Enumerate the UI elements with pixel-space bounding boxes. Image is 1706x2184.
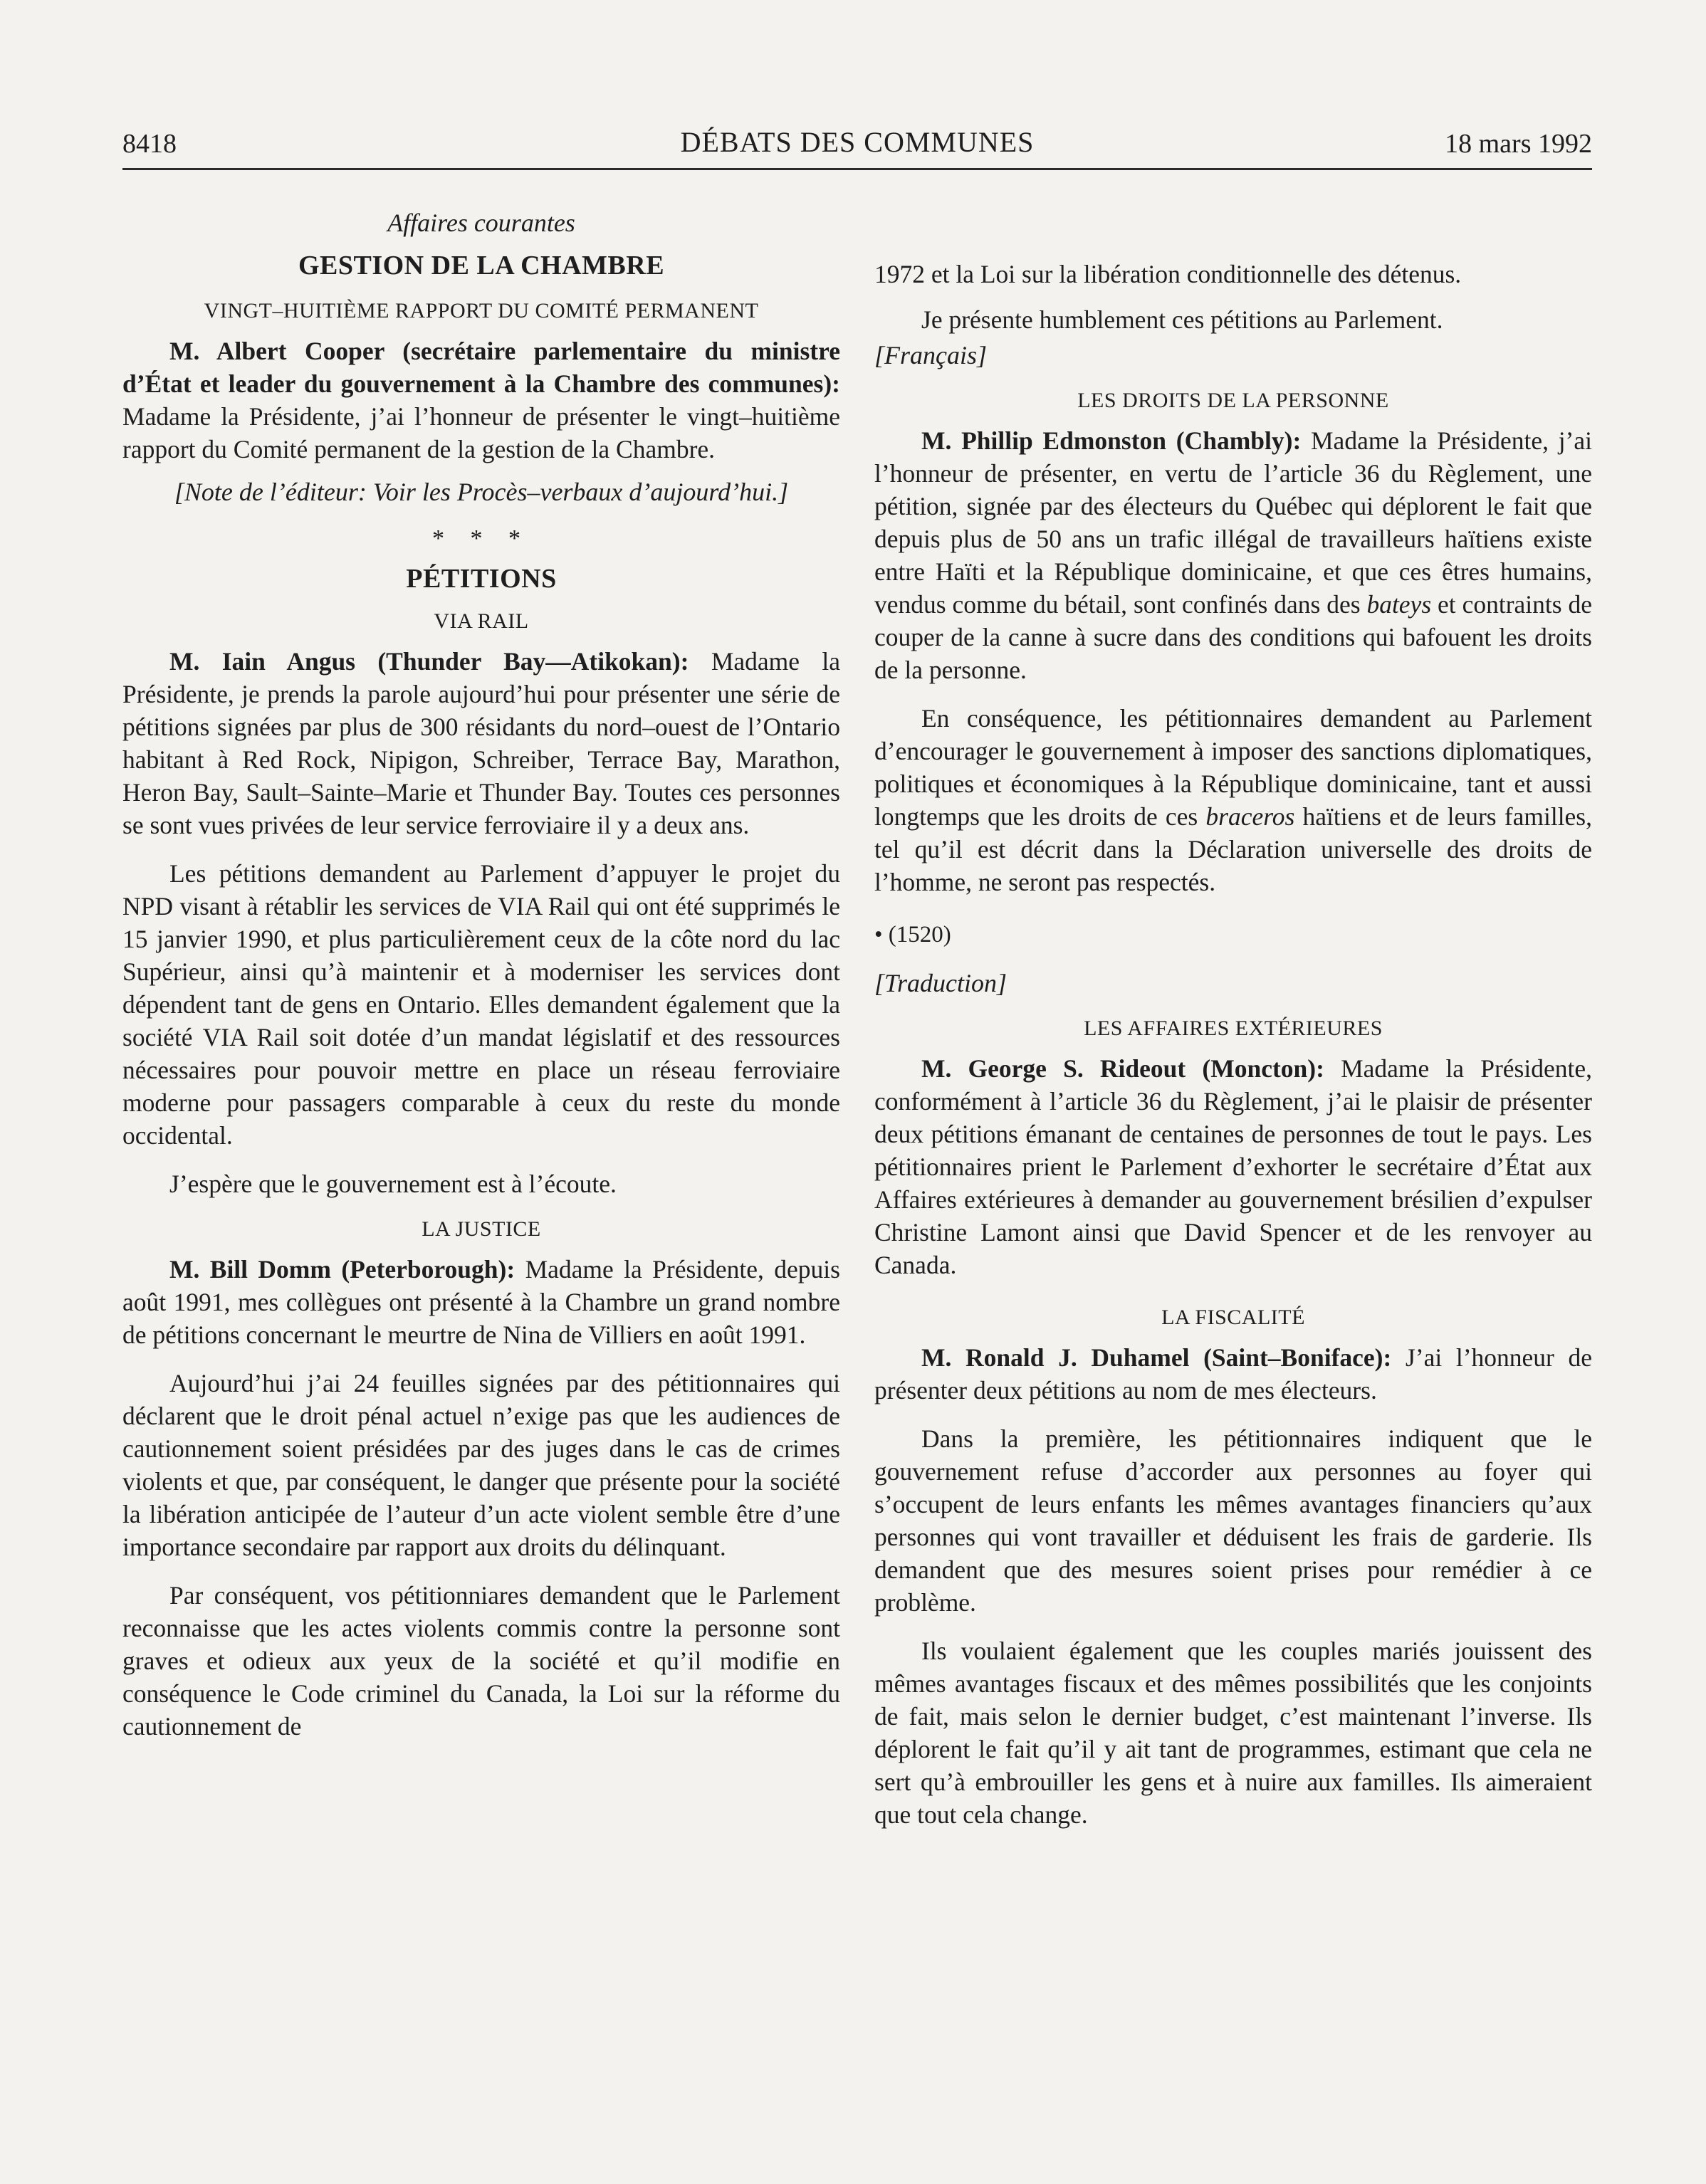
paragraph-angus bbox=[122, 645, 840, 841]
section-separator: * * * bbox=[432, 525, 530, 552]
paragraph-via-rail-3: J’espère que le gouvernement est à l’écoute. bbox=[169, 1170, 617, 1198]
paragraph-continued: 1972 et la Loi sur la libération conditionnelle des détenus. bbox=[874, 260, 1462, 288]
page-header bbox=[122, 125, 1592, 170]
publication-date: 18 mars 1992 bbox=[1445, 129, 1592, 159]
subheading-rapport: VINGT–HUITIÈME RAPPORT DU COMITÉ PERMANENT bbox=[204, 299, 759, 322]
speaker-edmonston: M. Phillip Edmonston (Chambly): bbox=[921, 426, 1302, 455]
paragraph-rideout bbox=[874, 1052, 1592, 1281]
subheading-via-rail: VIA RAIL bbox=[434, 609, 529, 633]
heading-petitions: PÉTITIONS bbox=[406, 564, 557, 594]
text-edmonston-ital: bateys bbox=[1366, 590, 1432, 619]
paragraph-edmonston bbox=[874, 424, 1592, 686]
paragraph-justice-3: Par conséquent, vos pétitionniares demandent que le Parlement reconnaisse que les actes violents commis contre la personne sont graves et odieux aux yeux de la société et qu’il modifie en conséquence le Code criminel du Canada, la Loi sur la réforme du cautionnement de bbox=[122, 1581, 840, 1741]
text-edmonston-b: et contraints de couper de la canne à sucre dans des conditions qui bafouent les droits de la personne. bbox=[874, 590, 1592, 684]
paragraph-justice-2: Aujourd’hui j’ai 24 feuilles signées par des pétitionnaires qui déclarent que le droit pénal actuel n’exige pas que les audiences de cautionnement soient présidées par des juges dans le cas de crimes violents et que, par conséquent, le danger que présente pour la société la libération anticipée de l’auteur d’un acte violent semble être d’une importance secondaire par rapport aux droits du délinquant. bbox=[122, 1369, 840, 1561]
language-traduction: [Traduction] bbox=[874, 969, 1008, 997]
left-column bbox=[122, 199, 840, 1743]
text-droits-ital: braceros bbox=[1205, 802, 1295, 831]
paragraph-via-rail-2: Les pétitions demandent au Parlement d’appuyer le projet du NPD visant à rétablir les services de VIA Rail qui ont été supprimés le 15 janvier 1990, et plus particulièrement ceux de la côte nord du lac Supérieur, ainsi qu’à maintenir et à moderniser les services dont dépendent tant de gens en Ontario. Elles demandent également que la société VIA Rail soit dotée d’un mandat législatif et des ressources nécessaires pour pouvoir mettre en place un réseau ferroviaire moderne pour passagers comparable à ceux du reste du monde occidental. bbox=[122, 859, 840, 1150]
right-column bbox=[874, 199, 1592, 1831]
page-number: 8418 bbox=[122, 129, 177, 159]
paragraph-domm bbox=[122, 1253, 840, 1351]
paragraph-fiscalite-2: Dans la première, les pétitionnaires indiquent que le gouvernement refuse d’accorder aux personnes au foyer qui s’occupent de leurs enfants les mêmes avantages financiers qu’aux personnes qui vont travailler et déduisent les frais de garderie. Ils demandent que des mesures soient prises pour remédier à ce problème. bbox=[874, 1424, 1592, 1617]
text-droits-b: haïtiens et de leurs familles, tel qu’il est décrit dans la Déclaration universelle des droits de l’homme, ne seront pas respectés. bbox=[874, 802, 1592, 896]
paragraph-droits-2 bbox=[874, 702, 1592, 898]
text-rideout: Madame la Présidente, conformément à l’article 36 du Règlement, j’ai le plaisir de présenter deux pétitions émanant de centaines de personnes de tout le pays. Les pétitionnaires prient le Parlement d’exhorter le secrétaire d’État aux Affaires extérieures à demander au gouvernement brésilien d’expulser Christine Lamont ainsi que David Spencer et de les renvoyer au Canada. bbox=[874, 1054, 1592, 1279]
subheading-justice: LA JUSTICE bbox=[422, 1217, 541, 1241]
subheading-fiscalite: LA FISCALITÉ bbox=[1161, 1306, 1305, 1329]
speaker-domm: M. Bill Domm (Peterborough): bbox=[169, 1255, 516, 1283]
text-duhamel: J’ai l’honneur de présenter deux pétitions au nom de mes électeurs. bbox=[874, 1343, 1592, 1405]
paragraph-fiscalite-3: Ils voulaient également que les couples mariés jouissent des mêmes avantages fiscaux et des mêmes possibilités que les conjoints de fait, mais selon le dernier budget, c’est maintenant l’inverse. Ils déplorent le fait qu’il y ait tant de programmes, estimant que cela ne sert qu’à embrouiller les gens et à nuire aux familles. Ils aimeraient que tout cela change. bbox=[874, 1637, 1592, 1829]
text-droits-a: En conséquence, les pétitionnaires demandent au Parlement d’encourager le gouvernement à imposer des sanctions diplomatiques, politiques et économiques à la République dominicaine, tant et aussi longtemps que les droits de ces bbox=[874, 704, 1592, 831]
heading-gestion: GESTION DE LA CHAMBRE bbox=[298, 251, 665, 280]
section-rubric: Affaires courantes bbox=[387, 209, 575, 237]
language-francais: [Français] bbox=[874, 341, 988, 369]
paragraph-duhamel bbox=[874, 1341, 1592, 1407]
speaker-rideout: M. George S. Rideout (Moncton): bbox=[921, 1054, 1324, 1083]
text-edmonston-a: Madame la Présidente, j’ai l’honneur de présenter, en vertu de l’article 36 du Règlement, une pétition, signée par des électeurs du Québec qui déplorent le fait que depuis plus de 50 ans un trafic illégal de travailleurs haïtiens existe entre Haïti et la République dominicaine, et que ces êtres humains, vendus comme du bétail, sont confinés dans des bbox=[874, 426, 1592, 619]
speaker-angus: M. Iain Angus (Thunder Bay—Atikokan): bbox=[169, 647, 689, 676]
text-angus: Madame la Présidente, je prends la parole aujourd’hui pour présenter une série de pétitions signées par plus de 300 résidants du nord–ouest de l’Ontario habitant à Red Rock, Nipigon, Schreiber, Terrace Bay, Marathon, Heron Bay, Sault–Sainte–Marie et Thunder Bay. Toutes ces personnes se sont vues privées de leur service ferroviaire il y a deux ans. bbox=[122, 647, 840, 839]
time-marker: • (1520) bbox=[874, 922, 951, 947]
publication-title: DÉBATS DES COMMUNES bbox=[680, 126, 1035, 158]
speaker-cooper: M. Albert Cooper (secrétaire parlementaire du ministre d’État et leader du gouvernement à la Chambre des communes): bbox=[122, 337, 840, 398]
paragraph-cooper bbox=[122, 335, 840, 466]
subheading-droits: LES DROITS DE LA PERSONNE bbox=[1077, 389, 1389, 412]
speaker-duhamel: M. Ronald J. Duhamel (Saint–Boniface): bbox=[921, 1343, 1392, 1372]
text-cooper: Madame la Présidente, j’ai l’honneur de présenter le vingt–huitième rapport du Comité permanent de la gestion de la Chambre. bbox=[122, 402, 840, 463]
subheading-affaires: LES AFFAIRES EXTÉRIEURES bbox=[1084, 1017, 1383, 1040]
paragraph-present: Je présente humblement ces pétitions au Parlement. bbox=[921, 305, 1443, 334]
text-domm: Madame la Présidente, depuis août 1991, mes collègues ont présenté à la Chambre un grand nombre de pétitions concernant le meurtre de Nina de Villiers en août 1991. bbox=[122, 1255, 840, 1349]
editor-note: [Note de l’éditeur: Voir les Procès–verbaux d’aujourd’hui.] bbox=[174, 478, 789, 506]
